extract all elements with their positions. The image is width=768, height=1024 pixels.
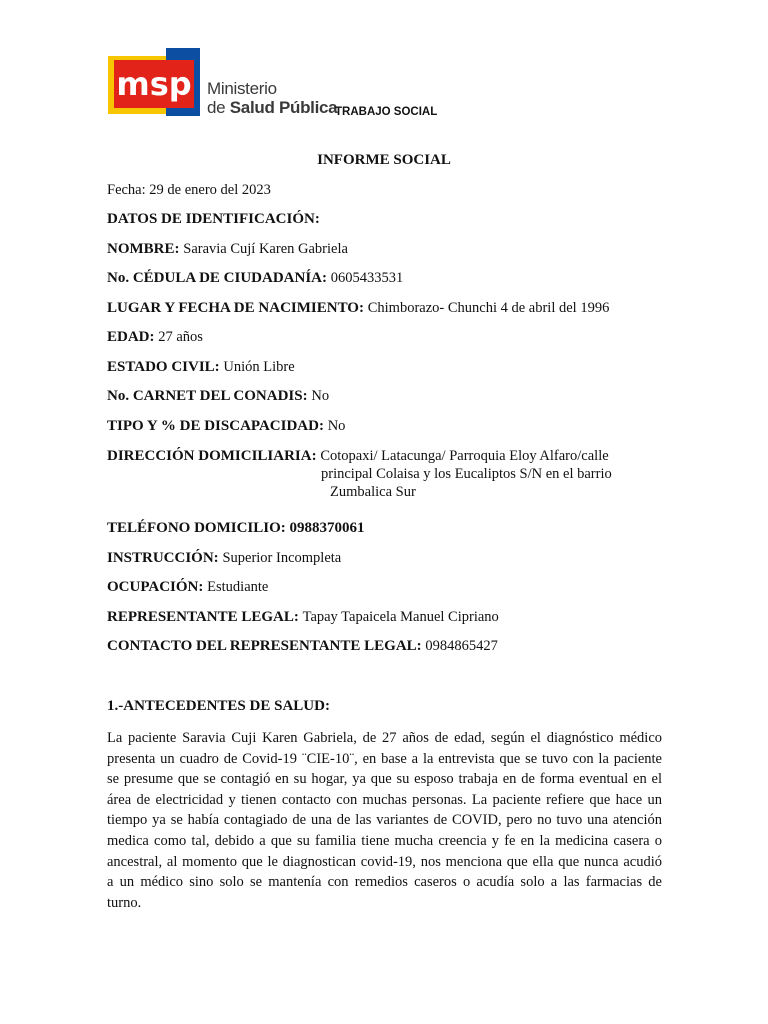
health-paragraph [107,728,662,913]
paragraph-line: turno. [107,894,142,911]
paragraph-line: área de electricidad y tienen contacto con muchas personas. La paciente refiere que hace un [107,791,662,808]
paragraph-line: se presume que se contagió en su hogar, ya que su esposo trabaja en de forma eventual en el [107,771,662,788]
field-nombre: NOMBRE: Saravia Cují Karen Gabriela [107,241,348,257]
field-cedula: No. CÉDULA DE CIUDADANÍA: 0605433531 [107,270,404,286]
field-representante: REPRESENTANTE LEGAL: Tapay Tapaicela Manuel Cipriano [107,609,499,625]
direccion-line3: Zumbalica Sur [330,484,416,500]
paragraph-line: La paciente Saravia Cuji Karen Gabriela, de 27 años de edad, según el diagnóstico médico [107,730,662,746]
section-health-title: 1.-ANTECEDENTES DE SALUD: [107,698,330,714]
field-contacto: CONTACTO DEL REPRESENTANTE LEGAL: 0984865427 [107,638,498,654]
ministry-name-line1: Ministerio [207,79,277,98]
field-instruccion: INSTRUCCIÓN: Superior Incompleta [107,550,342,566]
report-date: Fecha: 29 de enero del 2023 [107,182,271,198]
field-telefono: TELÉFONO DOMICILIO: 0988370061 [107,520,365,536]
field-ocupacion: OCUPACIÓN: Estudiante [107,579,269,595]
paragraph-line: a un médico sino solo se mantenía con remedios caseros o acudía solo a las farmacias de [107,874,662,891]
field-discapacidad: TIPO Y % DE DISCAPACIDAD: No [107,418,346,434]
field-direccion: DIRECCIÓN DOMICILIARIA: Cotopaxi/ Latacunga/ Parroquia Eloy Alfaro/calle [107,448,609,464]
ministry-name-line2: de Salud Pública [207,98,338,117]
paragraph-line: presenta un cuadro de Covid-19 ¨CIE-10¨, en base a la entrevista que se tuvo con la paciente [107,750,662,767]
field-nacimiento: LUGAR Y FECHA DE NACIMIENTO: Chimborazo- Chunchi 4 de abril del 1996 [107,300,610,316]
msp-logo [108,48,204,118]
field-estado-civil: ESTADO CIVIL: Unión Libre [107,359,295,375]
report-title: INFORME SOCIAL [317,152,451,168]
department-name: TRABAJO SOCIAL [335,106,438,118]
field-edad: EDAD: 27 años [107,329,203,345]
direccion-line2: principal Colaisa y los Eucaliptos S/N en el barrio [321,466,612,482]
msp-logo-icon [108,48,204,118]
paragraph-line: medica como tal, debido a que su familia tiene mucha creencia y fe en la medicina casera o [107,832,662,849]
paragraph-line: tiempo ya se había contagiado de una de las variantes de COVID, pero no tuvo una atención [107,812,662,829]
field-conadis: No. CARNET DEL CONADIS: No [107,388,330,404]
logo-letters: msp [116,65,192,103]
paragraph-line: ancestral, al momento que le diagnostican covid-19, nos menciona que ella que nunca acudió [107,853,662,870]
section-identification: DATOS DE IDENTIFICACIÓN: [107,211,320,227]
